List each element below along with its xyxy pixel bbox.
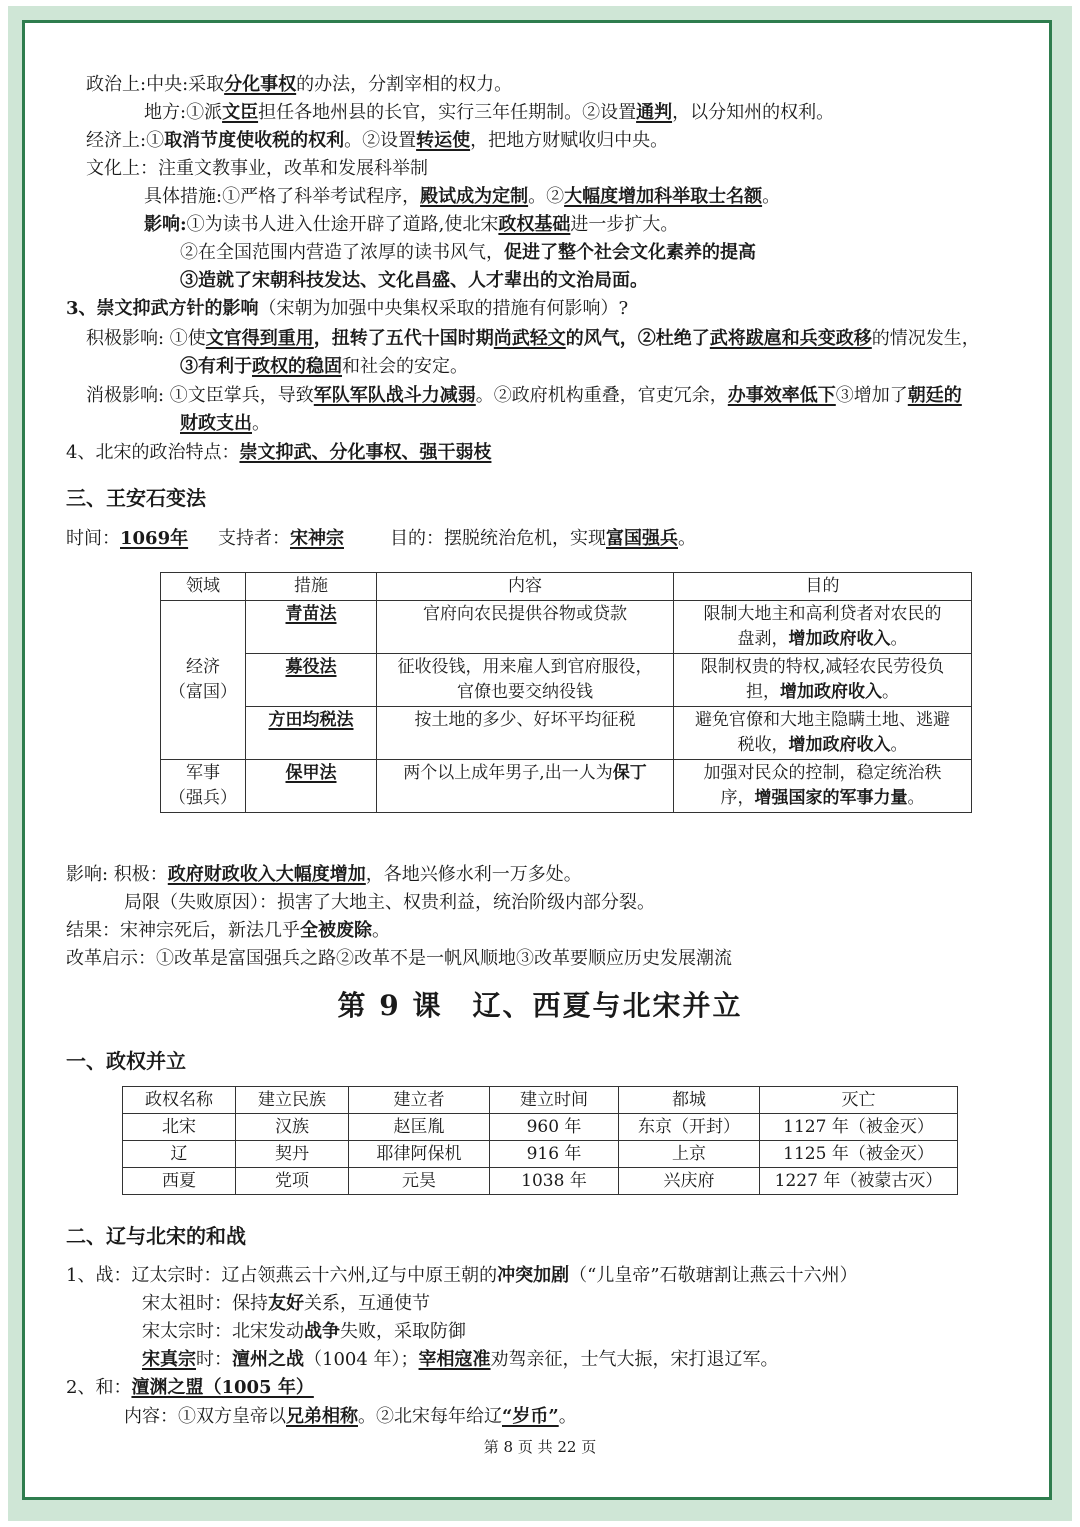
cell: 1227 年（被蒙古灭）: [760, 1168, 958, 1195]
cell: 赵匡胤: [349, 1114, 490, 1141]
cell: 西夏: [123, 1168, 236, 1195]
cell-field-econ: 经济 （富国）: [161, 601, 246, 760]
cell-content: 官府向农民提供谷物或贷款: [377, 601, 674, 654]
table-row: [123, 1141, 958, 1168]
line-economy: 经济上:①取消节度使收税的权利。②设置转运使，把地方财赋收归中央。: [86, 130, 669, 151]
cell-measure: 保甲法: [246, 760, 377, 813]
page-footer: 第 8 页 共 22 页: [483, 1438, 597, 1456]
heading-regimes: 一、政权并立: [66, 1049, 186, 1073]
line-peace-1: 2、和：澶渊之盟（1005 年）: [66, 1377, 314, 1398]
line-peace-2: 内容：①双方皇帝以兄弟相称。②北宋每年给辽“岁币”。: [124, 1406, 577, 1427]
cell-measure: 青苗法: [246, 601, 377, 654]
line-impact-limit: 局限（失败原因）：损害了大地主、权贵利益，统治阶级内部分裂。: [124, 892, 655, 913]
cell: 党项: [236, 1168, 349, 1195]
cell-purpose: 加强对民众的控制，稳定统治秩 序，增强国家的军事力量。: [674, 760, 972, 813]
th-end: 灭亡: [760, 1087, 958, 1114]
cell: 兴庆府: [619, 1168, 760, 1195]
line-positive-2: ③有利于政权的稳固和社会的安定。: [180, 356, 468, 377]
line-culture: 文化上：注重文教事业，改革和发展科举制: [86, 158, 428, 179]
table-row: [161, 601, 972, 654]
cell: 916 年: [490, 1141, 619, 1168]
cell: 辽: [123, 1141, 236, 1168]
th-ethnic: 建立民族: [236, 1087, 349, 1114]
line-positive: 积极影响: ①使文官得到重用，扭转了五代十国时期尚武轻文的风气，②杜绝了武将跋扈和兵变政移的情况发生，: [86, 328, 980, 349]
cell: 1038 年: [490, 1168, 619, 1195]
lesson-title: 第 9 课 辽、西夏与北宋并立: [337, 989, 743, 1022]
th-capital: 都城: [619, 1087, 760, 1114]
heading-war-peace: 二、辽与北宋的和战: [66, 1224, 246, 1248]
th-year: 建立时间: [490, 1087, 619, 1114]
th-purpose: 目的: [674, 573, 972, 601]
table-row: [161, 654, 972, 707]
cell: 1127 年（被金灭）: [760, 1114, 958, 1141]
cell: 契丹: [236, 1141, 349, 1168]
line-impact-positive: 影响: 积极：政府财政收入大幅度增加，各地兴修水利一万多处。: [66, 864, 582, 885]
line-war-2: 宋太祖时：保持友好关系，互通使节: [142, 1293, 430, 1314]
table-row: [161, 760, 972, 813]
line-negative-2: 财政支出。: [180, 413, 270, 434]
cell: 北宋: [123, 1114, 236, 1141]
line-politics-central: 政治上:中央:采取分化事权的办法，分割宰相的权力。: [86, 74, 513, 95]
line-war-4: 宋真宗时：澶州之战（1004 年）；宰相寇准劝驾亲征，士气大振，宋打退辽军。: [142, 1349, 779, 1370]
cell: 元昊: [349, 1168, 490, 1195]
th-founder: 建立者: [349, 1087, 490, 1114]
line-negative: 消极影响: ①文臣掌兵，导致军队军队战斗力减弱。②政府机构重叠，官吏冗余，办事效率低下③增加了朝廷的: [86, 385, 962, 406]
cell: 耶律阿保机: [349, 1141, 490, 1168]
cell: 东京（开封）: [619, 1114, 760, 1141]
regimes-table: [122, 1086, 958, 1195]
table-row: [123, 1168, 958, 1195]
cell: 1125 年（被金灭）: [760, 1141, 958, 1168]
table-header-row: [123, 1087, 958, 1114]
line-influence-2: ②在全国范围内营造了浓厚的读书风气，促进了整个社会文化素养的提高: [180, 242, 756, 263]
line-lesson: 改革启示：①改革是富国强兵之路②改革不是一帆风顺地③改革要顺应历史发展潮流: [66, 948, 732, 969]
line-war-3: 宋太宗时：北宋发动战争失败，采取防御: [142, 1321, 466, 1342]
table-row: [123, 1114, 958, 1141]
cell: 汉族: [236, 1114, 349, 1141]
cell-measure: 方田均税法: [246, 707, 377, 760]
cell-content: 按土地的多少、好坏平均征税: [377, 707, 674, 760]
cell-purpose: 限制大地主和高利贷者对农民的 盘剥，增加政府收入。: [674, 601, 972, 654]
line-q4: 4、北宋的政治特点：崇文抑武、分化事权、强干弱枝: [66, 442, 492, 463]
cell-purpose: 避免官僚和大地主隐瞒土地、逃避 税收，增加政府收入。: [674, 707, 972, 760]
reform-table: [160, 572, 972, 813]
line-wang-goal: 目的：摆脱统治危机，实现富国强兵。: [390, 528, 696, 549]
line-measures: 具体措施:①严格了科举考试程序，殿试成为定制。②大幅度增加科举取士名额。: [144, 186, 781, 207]
line-war-1: 1、战：辽太宗时：辽占领燕云十六州,辽与中原王朝的冲突加剧（“儿皇帝”石敬瑭割让燕云十六州）: [66, 1265, 858, 1286]
th-measure: 措施: [246, 573, 377, 601]
line-wang-supporter: 支持者：宋神宗: [218, 528, 344, 549]
table-row: [161, 707, 972, 760]
line-influence-1: 影响:①为读书人进入仕途开辟了道路,使北宋政权基础进一步扩大。: [144, 214, 679, 235]
th-field: 领域: [161, 573, 246, 601]
cell-purpose: 限制权贵的特权,减轻农民劳役负 担，增加政府收入。: [674, 654, 972, 707]
cell-content: 征收役钱，用来雇人到官府服役， 官僚也要交纳役钱: [377, 654, 674, 707]
line-influence-3: ③造就了宋朝科技发达、文化昌盛、人才辈出的文治局面。: [180, 270, 648, 291]
heading-wang-anshi: 三、王安石变法: [66, 486, 206, 510]
line-result: 结果：宋神宗死后，新法几乎全被废除。: [66, 920, 390, 941]
th-content: 内容: [377, 573, 674, 601]
line-wang-time: 时间：1069年: [66, 528, 189, 549]
line-politics-local: 地方:①派文臣担任各地州县的长官，实行三年任期制。②设置通判，以分知州的权利。: [144, 102, 835, 123]
cell-measure: 募役法: [246, 654, 377, 707]
cell: 上京: [619, 1141, 760, 1168]
cell-content: 两个以上成年男子,出一人为保丁: [377, 760, 674, 813]
line-q3: 3、崇文抑武方针的影响（宋朝为加强中央集权采取的措施有何影响）?: [66, 298, 629, 319]
cell-field-mil: 军事 （强兵）: [161, 760, 246, 813]
th-regime: 政权名称: [123, 1087, 236, 1114]
table-header-row: [161, 573, 972, 601]
cell: 960 年: [490, 1114, 619, 1141]
